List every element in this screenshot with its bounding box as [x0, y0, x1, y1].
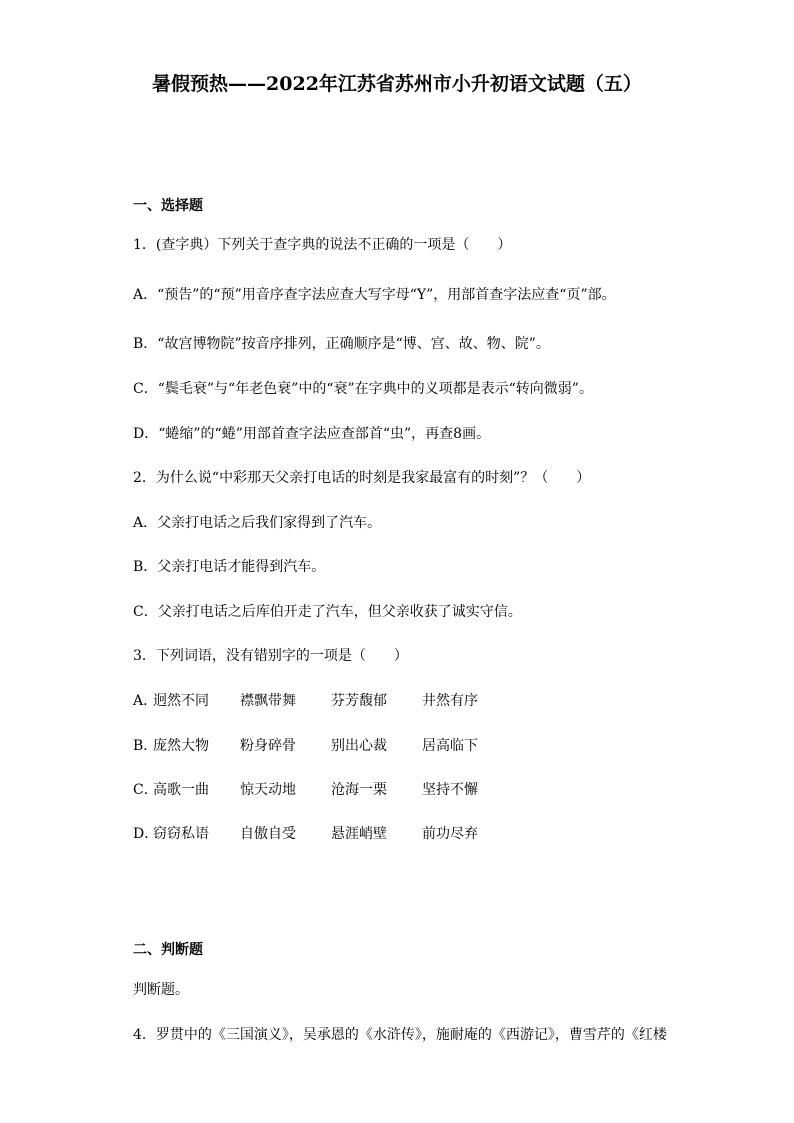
option-word: 自傲自受 — [240, 826, 296, 842]
option-word: 前功尽弃 — [422, 826, 478, 842]
page-title: 暑假预热——2022年江苏省苏州市小升初语文试题（五） — [152, 73, 642, 95]
option-word: 坚持不懈 — [422, 782, 478, 798]
option-word: 居高临下 — [422, 738, 478, 754]
option-word: 庞然大物 — [153, 738, 209, 754]
question-2-option-c: C．父亲打电话之后库伯开走了汽车，但父亲收获了诚实守信。 — [133, 604, 522, 620]
question-1-option-c: C．“鬓毛衰”与“年老色衰”中的“衰”在字典中的义项都是表示“转向微弱”。 — [133, 381, 593, 397]
option-word: 惊天动地 — [240, 782, 296, 798]
option-word: 沧海一栗 — [331, 782, 387, 798]
section-heading-choice: 一、选择题 — [133, 198, 203, 214]
option-word: 井然有序 — [422, 693, 478, 709]
question-3-stem: 3．下列词语，没有错别字的一项是（ ） — [133, 648, 408, 664]
option-word: 高歌一曲 — [153, 782, 209, 798]
question-2-option-b: B．父亲打电话才能得到汽车。 — [133, 559, 326, 575]
option-word: 粉身碎骨 — [240, 738, 296, 754]
option-word: 迥然不同 — [153, 693, 209, 709]
option-word: 悬涯峭壁 — [331, 826, 387, 842]
option-label: B． — [133, 738, 158, 754]
question-1-option-a: A．“预告”的“预”用音序查字法应查大写字母“Y”，用部首查字法应查“页”部。 — [133, 287, 616, 303]
option-label: C． — [133, 782, 158, 798]
question-2-stem: 2．为什么说“中彩那天父亲打电话的时刻是我家最富有的时刻”？（ ） — [133, 470, 591, 486]
question-1-option-d: D．“蜷缩”的“蜷”用部首查字法应查部首“虫”，再查8画。 — [133, 426, 491, 442]
question-2-option-a: A．父亲打电话之后我们家得到了汽车。 — [133, 515, 382, 531]
question-4-stem: 4．罗贯中的《三国演义》，吴承恩的《水浒传》，施耐庵的《西游记》，曹雪芹的《红楼 — [133, 1027, 667, 1043]
section-heading-judge: 二、判断题 — [133, 942, 203, 958]
question-1-stem: 1．(查字典）下列关于查字典的说法不正确的一项是（ ） — [133, 237, 512, 253]
option-word: 别出心裁 — [331, 738, 387, 754]
option-word: 襟飘带舞 — [240, 693, 296, 709]
option-label: D． — [133, 826, 159, 842]
judge-intro: 判断题。 — [133, 982, 189, 998]
question-1-option-b: B．“故宫博物院”按音序排列，正确顺序是“博、宫、故、物、院”。 — [133, 336, 550, 352]
option-word: 芬芳馥郁 — [331, 693, 387, 709]
option-word: 窃窃私语 — [153, 826, 209, 842]
option-label: A． — [133, 693, 158, 709]
